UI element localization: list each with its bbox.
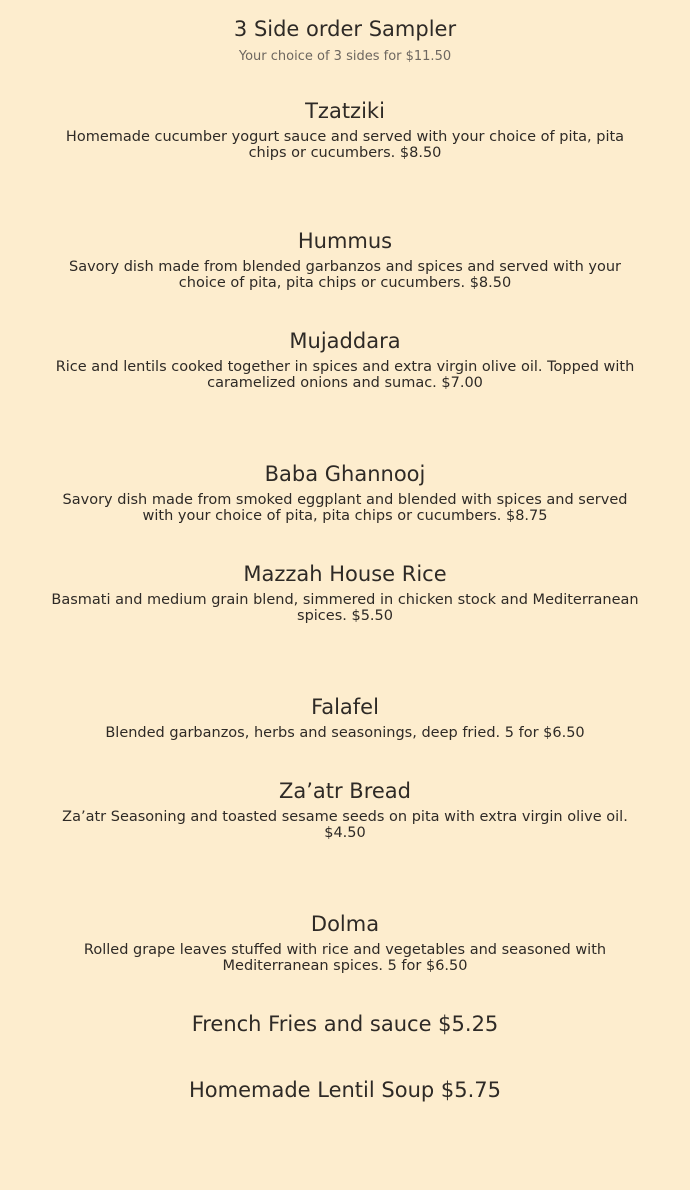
menu-item-description: Savory dish made from blended garbanzos and spices and served with your choice of pita, pita chips or cucumbers. $8.50 bbox=[69, 259, 621, 291]
menu-item-hummus bbox=[0, 228, 690, 291]
menu-item-lentil-soup bbox=[0, 1077, 690, 1103]
menu-item-name: Za’atr Bread bbox=[278, 779, 412, 803]
menu-item-name: Falafel bbox=[311, 695, 379, 719]
menu-item-falafel bbox=[0, 694, 690, 741]
sampler-title: 3 Side order Sampler bbox=[233, 17, 457, 41]
menu-item-french-fries bbox=[0, 1011, 690, 1037]
menu-item-name: Hummus bbox=[297, 229, 393, 253]
menu-item-description: Savory dish made from smoked eggplant and blended with spices and served with your choice of pita, pita chips or cucumbers. $8.75 bbox=[62, 492, 628, 524]
menu-item-description: Rolled grape leaves stuffed with rice and vegetables and seasoned with Mediterranean spices. 5 for $6.50 bbox=[83, 942, 607, 974]
sampler-section bbox=[0, 16, 690, 66]
menu-item-mazzah-house-rice bbox=[0, 561, 690, 624]
menu-item-description: Homemade cucumber yogurt sauce and served with your choice of pita, pita chips or cucumbers. $8.50 bbox=[65, 129, 625, 161]
menu-item-dolma bbox=[0, 911, 690, 974]
menu-item-baba-ghannooj bbox=[0, 461, 690, 524]
menu-item-mujaddara bbox=[0, 328, 690, 391]
menu-item-name: Tzatziki bbox=[305, 99, 385, 123]
menu-item-name: French Fries and sauce $5.25 bbox=[191, 1012, 499, 1036]
menu-item-name: Mujaddara bbox=[289, 329, 401, 353]
menu-item-description: Rice and lentils cooked together in spices and extra virgin olive oil. Topped with caramelized onions and sumac. $7.00 bbox=[55, 359, 635, 391]
menu-item-description: Za’atr Seasoning and toasted sesame seeds on pita with extra virgin olive oil. $4.50 bbox=[62, 809, 628, 841]
menu-item-name: Homemade Lentil Soup $5.75 bbox=[188, 1078, 502, 1102]
menu-item-name: Dolma bbox=[310, 912, 380, 936]
menu-item-description: Blended garbanzos, herbs and seasonings, deep fried. 5 for $6.50 bbox=[105, 725, 585, 741]
menu-item-description: Basmati and medium grain blend, simmered in chicken stock and Mediterranean spices. $5.50 bbox=[51, 592, 639, 624]
menu-item-name: Mazzah House Rice bbox=[243, 562, 447, 586]
sampler-subtitle: Your choice of 3 sides for $11.50 bbox=[238, 49, 452, 64]
menu-item-tzatziki bbox=[0, 98, 690, 161]
menu-item-zaatr-bread bbox=[0, 778, 690, 841]
menu-item-name: Baba Ghannooj bbox=[264, 462, 426, 486]
